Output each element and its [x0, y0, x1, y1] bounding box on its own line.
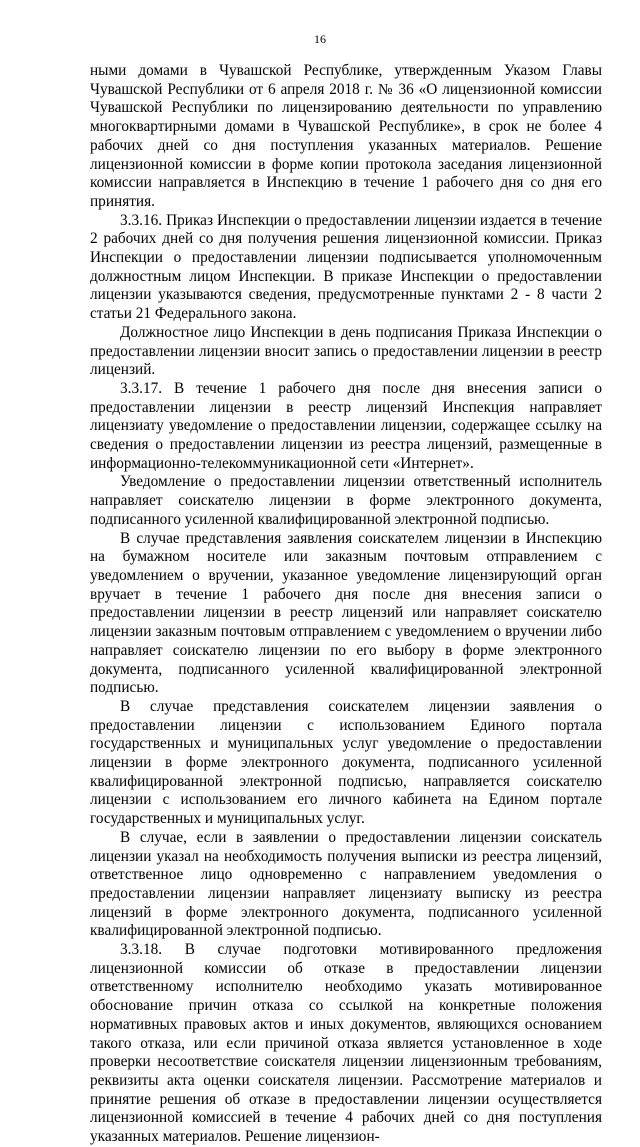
paragraph-continuation: ными домами в Чувашской Республике, утвержденным Указом Главы Чувашской Республики от 6 апреля 2018 г. № 36 «О лицензионной комиссии Чувашской Республики по лицензированию деятельности по управлению многоквартирными домами в Чувашской Республике», в срок не более 4 рабочих дней со дня поступления указанных материалов. Решение лицензионной комиссии в форме копии протокола заседания лицензионной комиссии направляется в Инспекцию в течение 1 рабочего дня со дня его принятия.	[90, 62, 602, 210]
paragraph-3-3-17: 3.3.17. В течение 1 рабочего дня после дня внесения записи о предоставлении лицензии в реестр лицензий Инспекция направляет лицензиату уведомление о предоставлении лицензии, содержащее ссылку на сведения о предоставлении лицензии из реестра лицензий, размещенные в информационно-телекоммуникационной сети «Интернет».	[90, 379, 602, 472]
paragraph-registry-extract: В случае, если в заявлении о предоставлении лицензии соискатель лицензии указал на необходимость получения выписки из реестра лицензий, ответственное лицо одновременно с направлением уведомления о предоставлении лицензии направляет лицензиату выписку из реестра лицензий в форме электронного документа, подписанного усиленной квалифицированной электронной подписью.	[90, 828, 602, 940]
paragraph-notification-electronic: Уведомление о предоставлении лицензии ответственный исполнитель направляет соискателю лицензии в форме электронного документа, подписанного усиленной квалифицированной электронной подписью.	[90, 473, 602, 528]
paragraph-record-entry: Должностное лицо Инспекции в день подписания Приказа Инспекции о предоставлении лицензии вносит запись о предоставлении лицензии в реестр лицензий.	[90, 323, 602, 379]
document-body	[90, 62, 602, 1147]
paragraph-3-3-18: 3.3.18. В случае подготовки мотивированного предложения лицензионной комиссии об отказе в предоставлении лицензии ответственному исполнителю необходимо указать мотивированное обоснование причин отказа со ссылкой на конкретные положения нормативных правовых актов и иных документов, являющихся основанием такого отказа, или если причиной отказа является установленное в ходе проверки несоответствие соискателя лицензии лицензионным требованиям, реквизиты акта оценки соискателя лицензии. Рассмотрение материалов и принятие решения об отказе в предоставлении лицензии осуществляется лицензионной комиссией в течение 4 рабочих дней со дня поступления указанных материалов. Решение лицензион-	[90, 941, 602, 1146]
page-number: 16	[314, 32, 326, 46]
paragraph-paper-submission: В случае представления заявления соискателем лицензии в Инспекцию на бумажном носителе или заказным почтовым отправлением с уведомлением о вручении, указанное уведомление лицензирующий орган вручает в течение 1 рабочего дня после дня внесения записи о предоставлении лицензии в реестр лицензий или направляет соискателю лицензии заказным почтовым отправлением с уведомлением о вручении либо направляет соискателю лицензии по его выбору в форме электронного документа, подписанного усиленной квалифицированной электронной подписью.	[90, 529, 602, 697]
paragraph-portal-submission: В случае представления соискателем лицензии заявления о предоставлении лицензии с использованием Единого портала государственных и муниципальных услуг уведомление о предоставлении лицензии в форме электронного документа, подписанного усиленной квалифицированной электронной подписью, направляется соискателю лицензии с использованием его личного кабинета на Едином портале государственных и муниципальных услуг.	[90, 697, 602, 828]
paragraph-3-3-16: 3.3.16. Приказ Инспекции о предоставлении лицензии издается в течение 2 рабочих дней со дня получения решения лицензионной комиссии. Приказ Инспекции о предоставлении лицензии подписывается уполномоченным должностным лицом Инспекции. В приказе Инспекции о предоставлении лицензии указываются сведения, предусмотренные пунктами 2 - 8 части 2 статьи 21 Федерального закона.	[90, 211, 602, 323]
